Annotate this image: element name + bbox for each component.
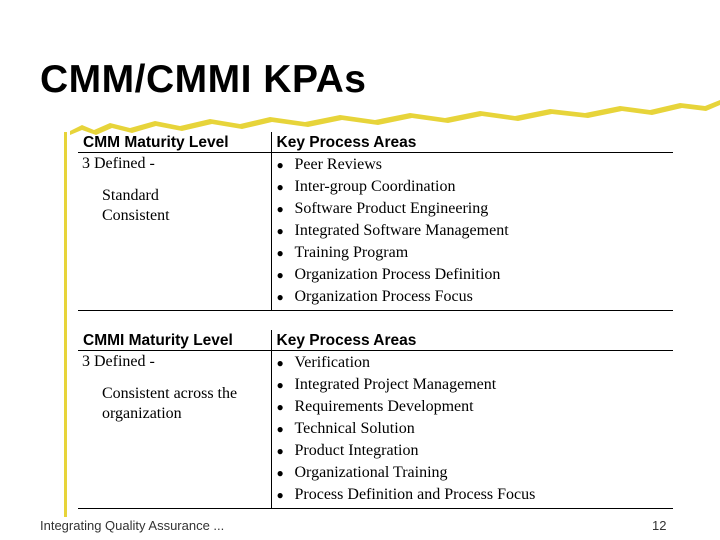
list-item: ● Integrated Software Management [272, 220, 674, 242]
list-item: ● Requirements Development [272, 396, 674, 418]
cmmi-kpa-list [272, 351, 674, 508]
cmmi-level: 3 Defined - [82, 353, 155, 370]
bullet-icon: ● [276, 356, 284, 370]
list-item: ● Software Product Engineering [272, 198, 674, 220]
cmm-maturity-level-header: CMM Maturity Level [78, 132, 271, 153]
bullet-icon: ● [276, 268, 284, 282]
bullet-icon: ● [276, 158, 284, 172]
bullet-icon: ● [276, 180, 284, 194]
page-number: 12 [652, 518, 667, 533]
bullet-icon: ● [276, 202, 284, 216]
bullet-icon: ● [276, 290, 284, 304]
cmm-kpa-list [272, 153, 674, 310]
cmm-kpa-table [78, 132, 673, 311]
bullet-icon: ● [276, 422, 284, 436]
cmmi-level-description: Consistent across the organization [102, 385, 238, 422]
cmm-level-description: Standard Consistent [102, 187, 170, 224]
bullet-icon: ● [276, 246, 284, 260]
list-item: ● Process Definition and Process Focus [272, 484, 674, 506]
left-accent-rule [64, 132, 67, 517]
cmm-level: 3 Defined - [82, 155, 155, 172]
slide-title: CMM/CMMI KPAs [40, 58, 367, 101]
cmm-level-cell [78, 153, 271, 311]
list-item: ● Integrated Project Management [272, 374, 674, 396]
list-item: ● Technical Solution [272, 418, 674, 440]
list-item: ● Product Integration [272, 440, 674, 462]
list-item: ● Training Program [272, 242, 674, 264]
cmmi-kpa-cell [271, 351, 673, 509]
list-item: ● Organization Process Definition [272, 264, 674, 286]
footer-text: Integrating Quality Assurance ... [40, 518, 225, 533]
list-item: ● Inter-group Coordination [272, 176, 674, 198]
bullet-icon: ● [276, 488, 284, 502]
cmmi-key-process-areas-header: Key Process Areas [271, 330, 673, 351]
cmm-kpa-cell [271, 153, 673, 311]
cmmi-level-cell [78, 351, 271, 509]
list-item: ● Organizational Training [272, 462, 674, 484]
bullet-icon: ● [276, 466, 284, 480]
list-item: ● Organization Process Focus [272, 286, 674, 308]
list-item: ● Peer Reviews [272, 154, 674, 176]
cmmi-maturity-level-header: CMMI Maturity Level [78, 330, 271, 351]
bullet-icon: ● [276, 444, 284, 458]
bullet-icon: ● [276, 378, 284, 392]
list-item: ● Verification [272, 352, 674, 374]
title-underline-highlight [70, 95, 720, 135]
cmmi-kpa-table [78, 330, 673, 509]
cmm-key-process-areas-header: Key Process Areas [271, 132, 673, 153]
bullet-icon: ● [276, 400, 284, 414]
bullet-icon: ● [276, 224, 284, 238]
